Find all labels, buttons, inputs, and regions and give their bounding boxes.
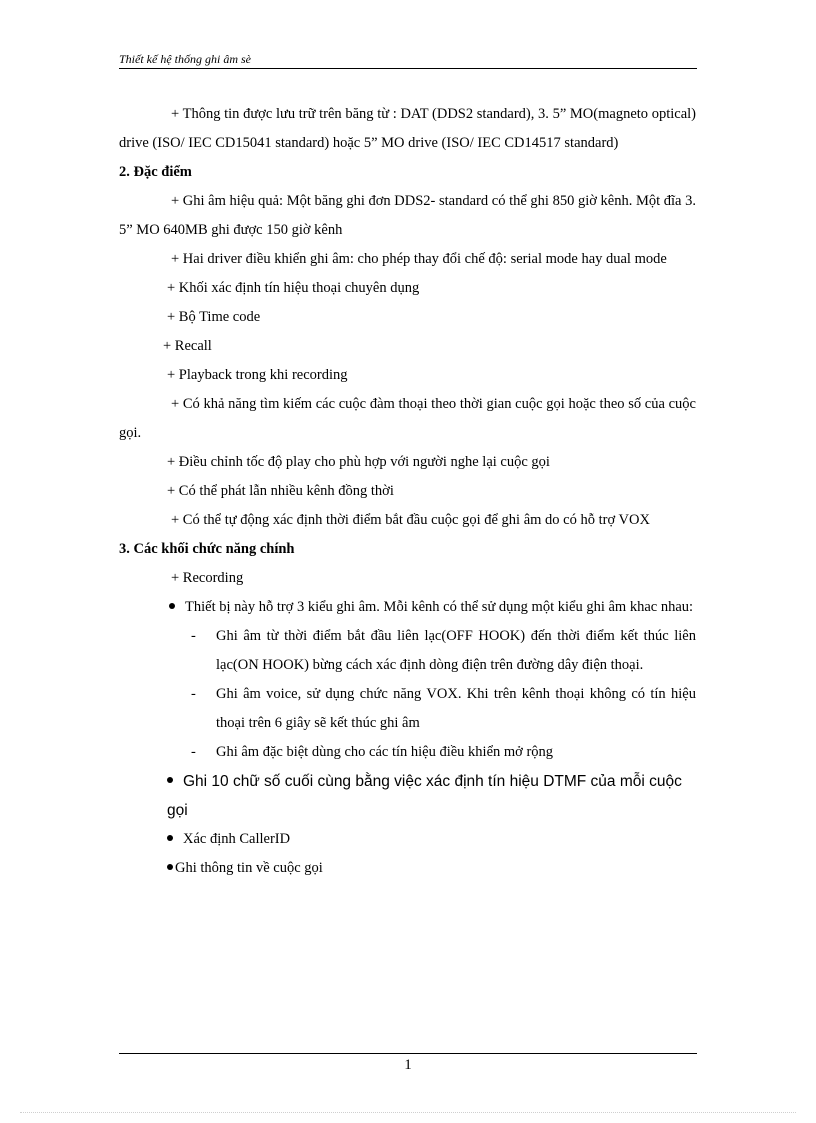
dash-marker: - [191,628,196,644]
section-heading-functions: 3. Các khối chức năng chính [119,541,295,557]
feature-item: + Playback trong khi recording [167,367,348,383]
bullet-dot-icon [167,777,173,783]
feature-item: + Điều chỉnh tốc độ play cho phù hợp với người nghe lại cuộc gọi [167,454,550,470]
dash-marker: - [191,686,196,702]
feature-item: + Có thể tự động xác định thời điểm bắt đầu cuộc gọi để ghi âm do có hỗ trợ VOX [171,512,650,528]
recording-label: + Recording [171,570,244,586]
dash-text: Ghi âm từ thời điểm bắt đầu liên lạc(OFF HOOK) đến thời điểm kết thúc liên lạc(ON HOOK) bừng cách xác định dòng điện trên đường dây điện thoại. [216,628,696,673]
bullet-item [119,854,696,883]
bullet-item [119,825,696,854]
header-rule [119,68,697,69]
dash-text: Ghi âm voice, sử dụng chức năng VOX. Khi trên kênh thoại không có tín hiệu thoại trên 6 giây sẽ kết thúc ghi âm [216,686,696,731]
feature-item: + Có khả năng tìm kiếm các cuộc đàm thoại theo thời gian cuộc gọi hoặc theo số của cuộc gọi. [119,396,696,441]
bullet-item [119,767,696,825]
bullet-dot-icon [169,603,175,609]
bullet-dot-icon [167,864,173,870]
bullet-dot-icon [167,835,173,841]
dash-text: Ghi âm đặc biệt dùng cho các tín hiệu điều khiển mở rộng [216,744,554,760]
feature-item: + Có thể phát lẫn nhiều kênh đồng thời [167,483,394,499]
page-boundary [20,1112,796,1113]
feature-item: + Recall [163,338,212,354]
storage-paragraph: + Thông tin được lưu trữ trên băng từ : DAT (DDS2 standard), 3. 5” MO(magneto optical) drive (ISO/ IEC CD15041 standard) hoặc 5” MO drive (ISO/ IEC CD14517 standard) [119,106,696,151]
running-header: Thiết kế hệ thống ghi âm sè [119,52,251,66]
feature-item: + Hai driver điều khiển ghi âm: cho phép thay đổi chế độ: serial mode hay dual mode [171,251,667,267]
footer-rule [119,1053,697,1054]
bullet-text: Ghi thông tin về cuộc gọi [175,860,323,876]
dash-item [119,680,696,738]
dash-marker: - [191,744,196,760]
feature-item: + Bộ Time code [167,309,261,325]
feature-item: + Ghi âm hiệu quả: Một băng ghi đơn DDS2- standard có thể ghi 850 giờ kênh. Một đĩa 3. 5” MO 640MB ghi được 150 giờ kênh [119,193,696,238]
dash-item [119,622,696,680]
bullet-item [119,593,696,622]
bullet-text: Ghi 10 chữ số cuối cùng bằng việc xác định tín hiệu DTMF của mỗi cuộc gọi [167,773,682,819]
dash-item [119,738,696,767]
bullet-text: Xác định CallerID [183,831,291,847]
feature-item: + Khối xác định tín hiệu thoại chuyên dụng [167,280,420,296]
page-number: 1 [404,1057,412,1073]
bullet-text: Thiết bị này hỗ trợ 3 kiểu ghi âm. Mỗi kênh có thể sử dụng một kiểu ghi âm khac nhau: [185,599,694,615]
section-heading-features: 2. Đặc điểm [119,164,192,180]
page-body [119,100,696,883]
